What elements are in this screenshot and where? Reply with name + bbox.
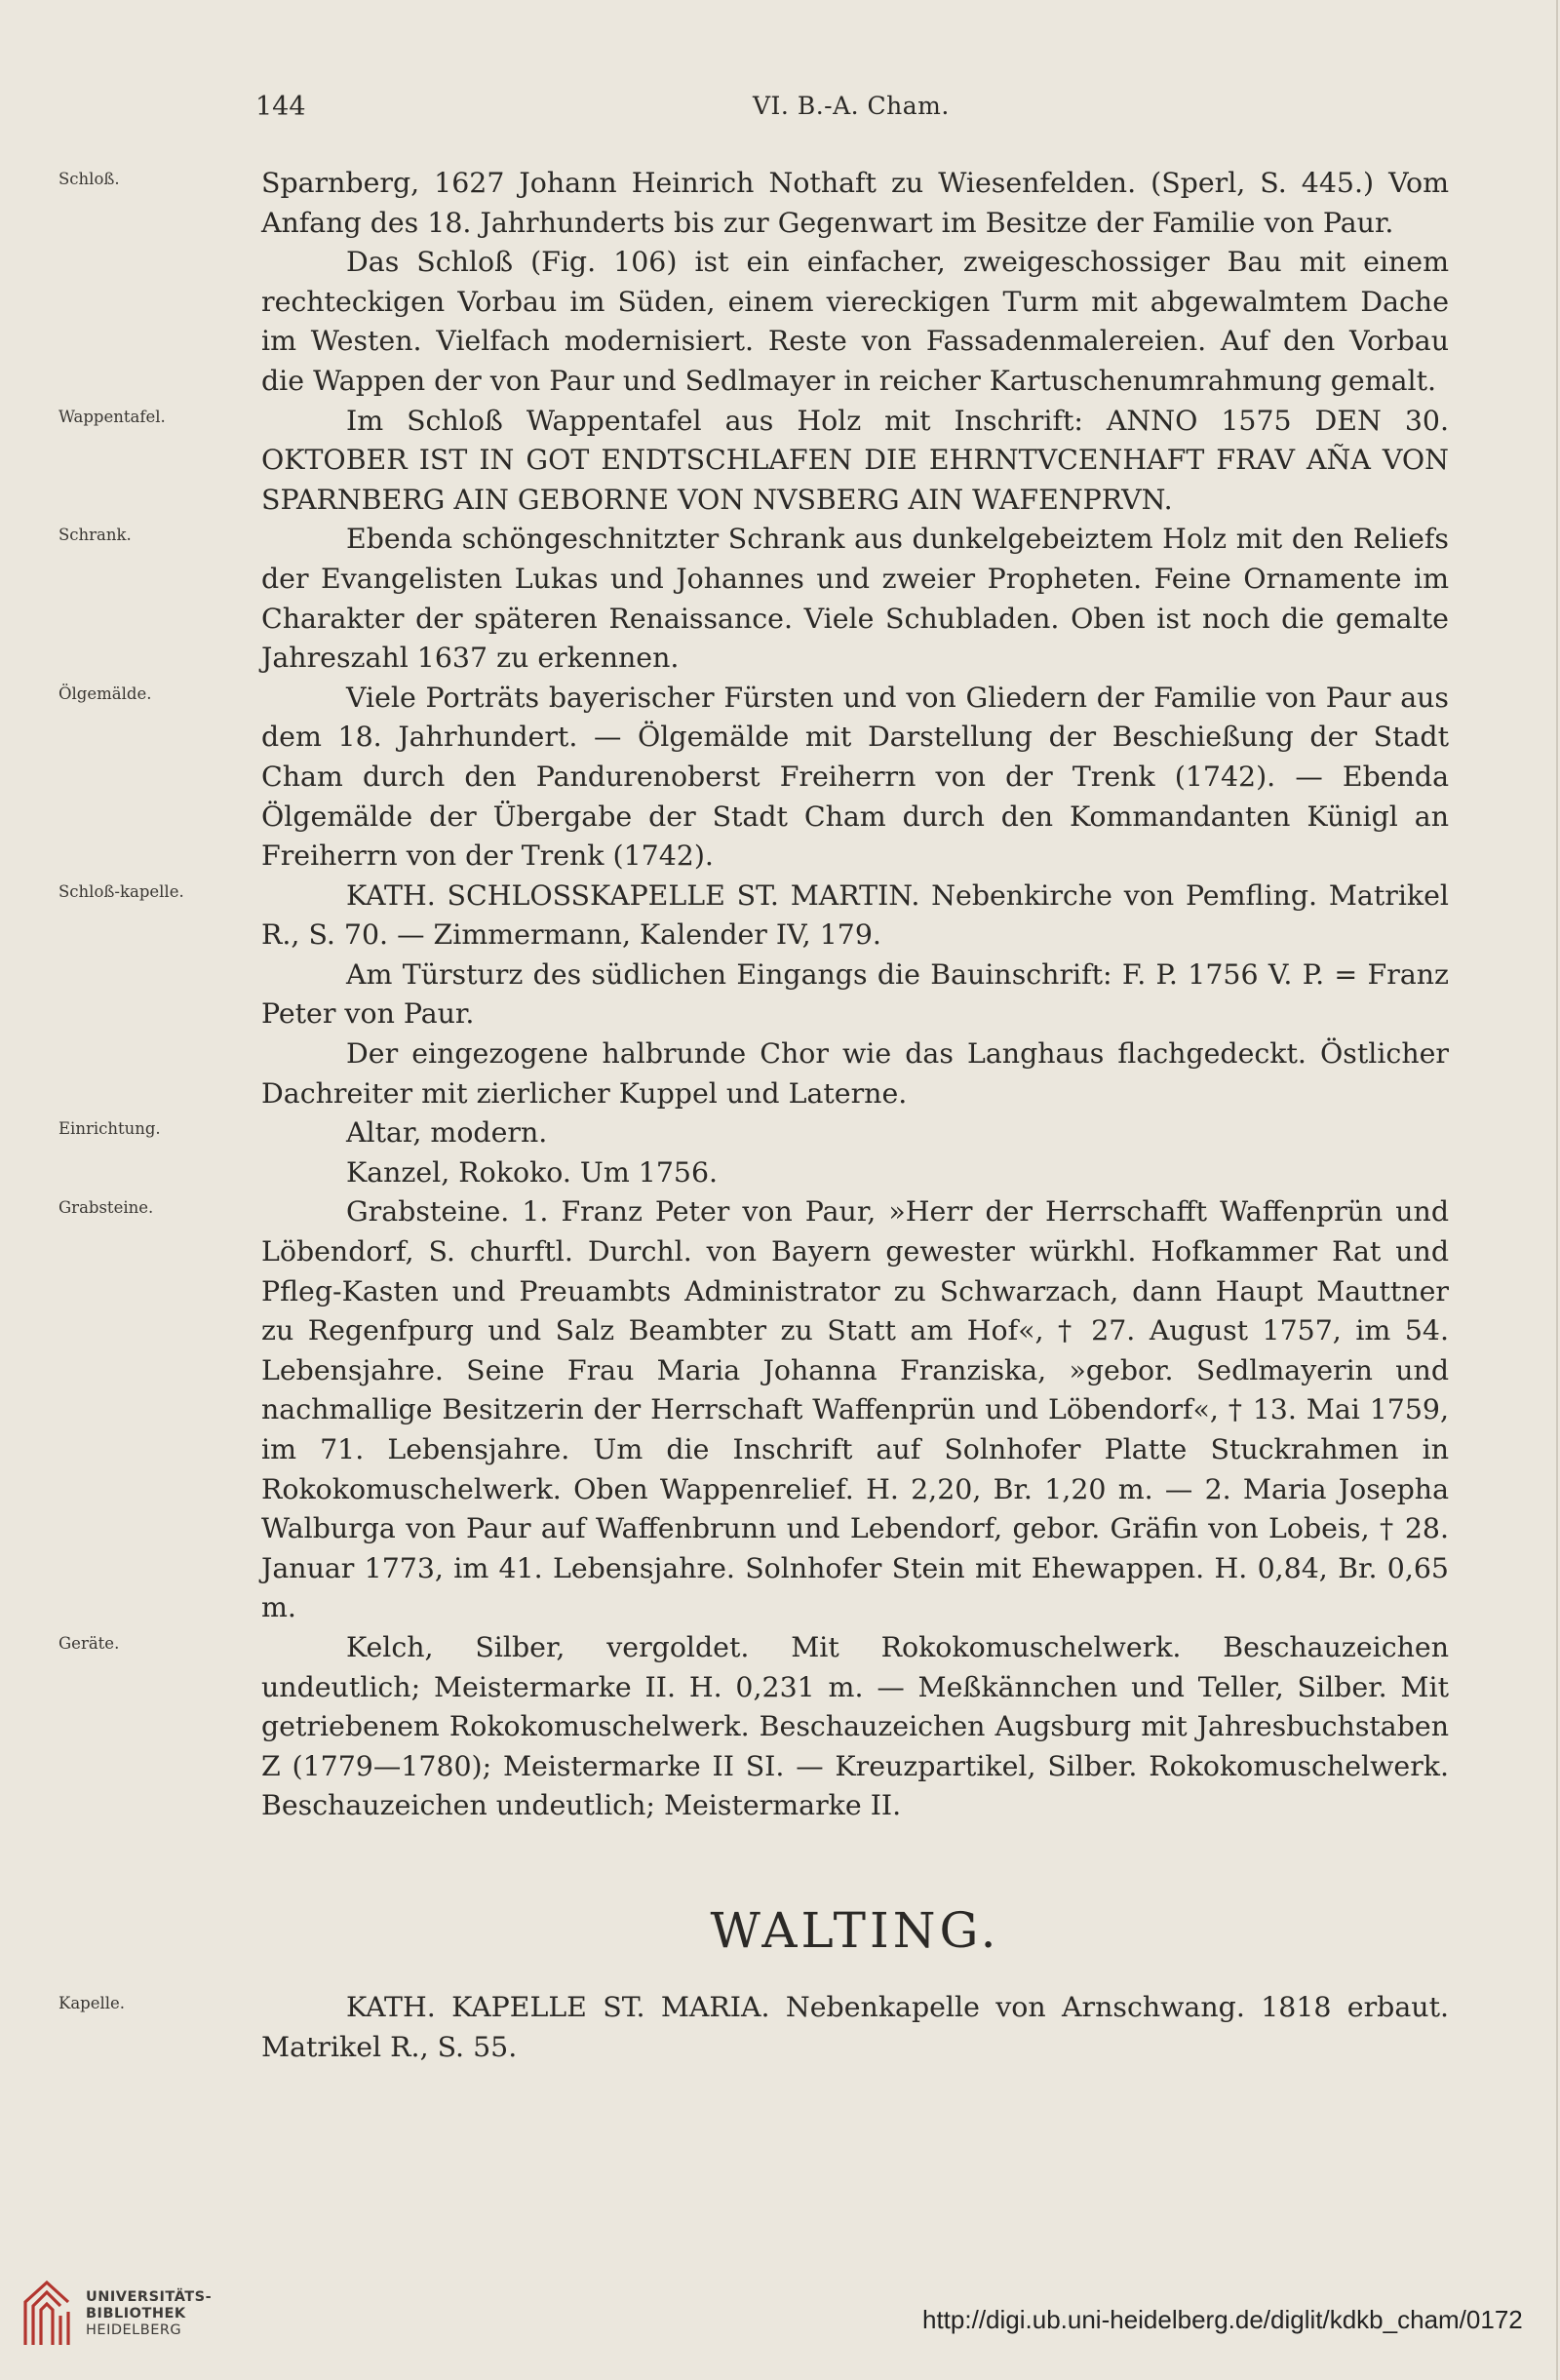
paragraph-text: Viele Porträts bayerischer Fürsten und von Gliedern der Familie von Paur aus dem 18. Jahrhundert. — Ölgemälde mit Darstellung der Beschießung der Stadt Cham durch den Pandurenoberst Freiherrn von der Trenk (1742). — Ebenda Ölgemälde der Übergabe der Stadt Cham durch den Kommandanten Künigl an Freiherrn von der Trenk (1742). [261, 681, 1449, 873]
paragraph-text: Sparnberg, 1627 Johann Heinrich Nothaft zu Wiesenfelden. (Sperl, S. 445.) Vom Anfang des 18. Jahrhunderts bis zur Gegenwart im Besitze der Familie von Paur. [261, 167, 1449, 239]
paragraph-text: Grabsteine. 1. Franz Peter von Paur, »Herr der Herrschafft Waffenprün und Löbendorf, S. churftl. Durchl. von Bayern gewester würkhl. Hofkammer Rat und Pfleg-Kasten und Preuambts Administrator zu Schwarzach, dann Haupt Mauttner zu Regenfpurg und Salz Beambter zu Statt am Hof«, † 27. August 1757, im 54. Lebensjahre. Seine Frau Maria Johanna Franziska, »gebor. Sedlmayerin und nachmallige Besitzerin der Herrschaft Waffenprün und Löbendorf«, † 13. Mai 1759, im 71. Lebensjahre. Um die Inschrift auf Solnhofer Platte Stuckrahmen in Rokokomuschelwerk. Oben Wappenrelief. H. 2,20, Br. 1,20 m. — 2. Maria Josepha Walburga von Paur auf Waffenbrunn und Lebendorf, gebor. Gräfin von Lobeis, † 28. Januar 1773, im 41. Lebensjahre. Solnhofer Stein mit Ehewappen. H. 0,84, Br. 0,65 m. [261, 1195, 1449, 1624]
paragraph-schrank [58, 520, 1449, 678]
page-number: 144 [255, 92, 306, 122]
paragraph-geraete [58, 1628, 1449, 1826]
page-edge-rule [1556, 0, 1558, 2380]
margin-note: Kapelle. [58, 1993, 126, 2012]
library-logo-text [86, 2289, 212, 2339]
logo-line-3: HEIDELBERG [86, 2322, 182, 2338]
margin-note: Schrank. [58, 526, 132, 545]
paragraph-text: KATH. KAPELLE ST. MARIA. Nebenkapelle von Arnschwang. 1818 erbaut. Matrikel R., S. 55. [261, 1990, 1449, 2063]
paragraph-text: Der eingezogene halbrunde Chor wie das Langhaus flachgedeckt. Östlicher Dachreiter mit zierlicher Kuppel und Laterne. [261, 1037, 1449, 1110]
source-url-link[interactable]: http://digi.ub.uni-heidelberg.de/diglit/kdkb_cham/0172 [922, 2305, 1523, 2334]
logo-line-1: UNIVERSITÄTS- [86, 2289, 213, 2305]
paragraph-text: Kanzel, Rokoko. Um 1756. [346, 1155, 719, 1189]
paragraph-text: Ebenda schöngeschnitzter Schrank aus dunkelgebeiztem Holz mit den Reliefs der Evangelisten Lukas und Johannes und zweier Propheten. Feine Ornamente im Charakter der späteren Renaissance. Viele Schubladen. Oben ist noch die gemalte Jahreszahl 1637 zu erkennen. [261, 523, 1449, 675]
logo-line-2: BIBLIOTHEK [86, 2306, 186, 2321]
paragraph-text: Altar, modern. [346, 1116, 548, 1150]
paragraph-text: Im Schloß Wappentafel aus Holz mit Inschrift: ANNO 1575 DEN 30. OKTOBER IST IN GOT ENDTSCHLAFEN DIE EHRNTVCENHAFT FRAV AÑA VON SPARNBERG AIN GEBORNE VON NVSBERG AIN WAFENPRVN. [261, 404, 1449, 516]
running-title: VI. B.-A. Cham. [753, 92, 950, 120]
margin-note: Ölgemälde. [58, 683, 152, 703]
margin-note: Schloß. [58, 170, 120, 188]
heidelberg-library-logo-icon [20, 2277, 74, 2349]
margin-note: Schloß-kapelle. [58, 881, 184, 901]
section-heading-walting: WALTING. [710, 1901, 1000, 1959]
paragraph-wappentafel [58, 402, 1449, 521]
paragraph-bauinschrift [261, 956, 1449, 1034]
paragraph-altar [58, 1113, 1449, 1153]
paragraph-grabsteine [58, 1192, 1449, 1628]
paragraph-kanzel [261, 1153, 1449, 1193]
paragraph-oelgemaelde [58, 679, 1449, 877]
margin-note: Geräte. [58, 1633, 120, 1653]
page-header [0, 92, 1560, 131]
paragraph-schloss-building [261, 243, 1449, 401]
paragraph-walting-kapelle [58, 1988, 1449, 2067]
page-footer [0, 2272, 1560, 2380]
paragraph-text: Kelch, Silber, vergoldet. Mit Rokokomuschelwerk. Beschauzeichen undeutlich; Meistermarke II. H. 0,231 m. — Meßkännchen und Teller, Silber. Mit getriebenem Rokokomuschelwerk. Beschauzeichen Augsburg mit Jahresbuchstaben Z (1779—1780); Meistermarke II SI. — Kreuzpartikel, Silber. Rokokomuschelwerk. Beschauzeichen undeutlich; Meistermarke II. [261, 1630, 1449, 1822]
page-body [58, 164, 1449, 2067]
paragraph-text: Am Türsturz des südlichen Eingangs die Bauinschrift: F. P. 1756 V. P. = Franz Peter von Paur. [261, 957, 1449, 1031]
margin-note: Wappentafel. [58, 407, 166, 426]
margin-note: Einrichtung. [58, 1119, 161, 1139]
paragraph-schloss-history [58, 164, 1449, 243]
paragraph-chor [261, 1034, 1449, 1113]
paragraph-text: KATH. SCHLOSSKAPELLE ST. MARTIN. Nebenkirche von Pemfling. Matrikel R., S. 70. — Zimmermann, Kalender IV, 179. [261, 878, 1449, 952]
paragraph-text: Das Schloß (Fig. 106) ist ein einfacher, zweigeschossiger Bau mit einem rechteckigen Vorbau im Süden, einem viereckigen Turm mit abgewalmtem Dache im Westen. Vielfach modernisiert. Reste von Fassadenmalereien. Auf den Vorbau die Wappen der von Paur und Sedlmayer in reicher Kartuschenumrahmung gemalt. [261, 246, 1449, 397]
paragraph-schlosskapelle [58, 877, 1449, 956]
margin-note: Grabsteine. [58, 1198, 154, 1218]
